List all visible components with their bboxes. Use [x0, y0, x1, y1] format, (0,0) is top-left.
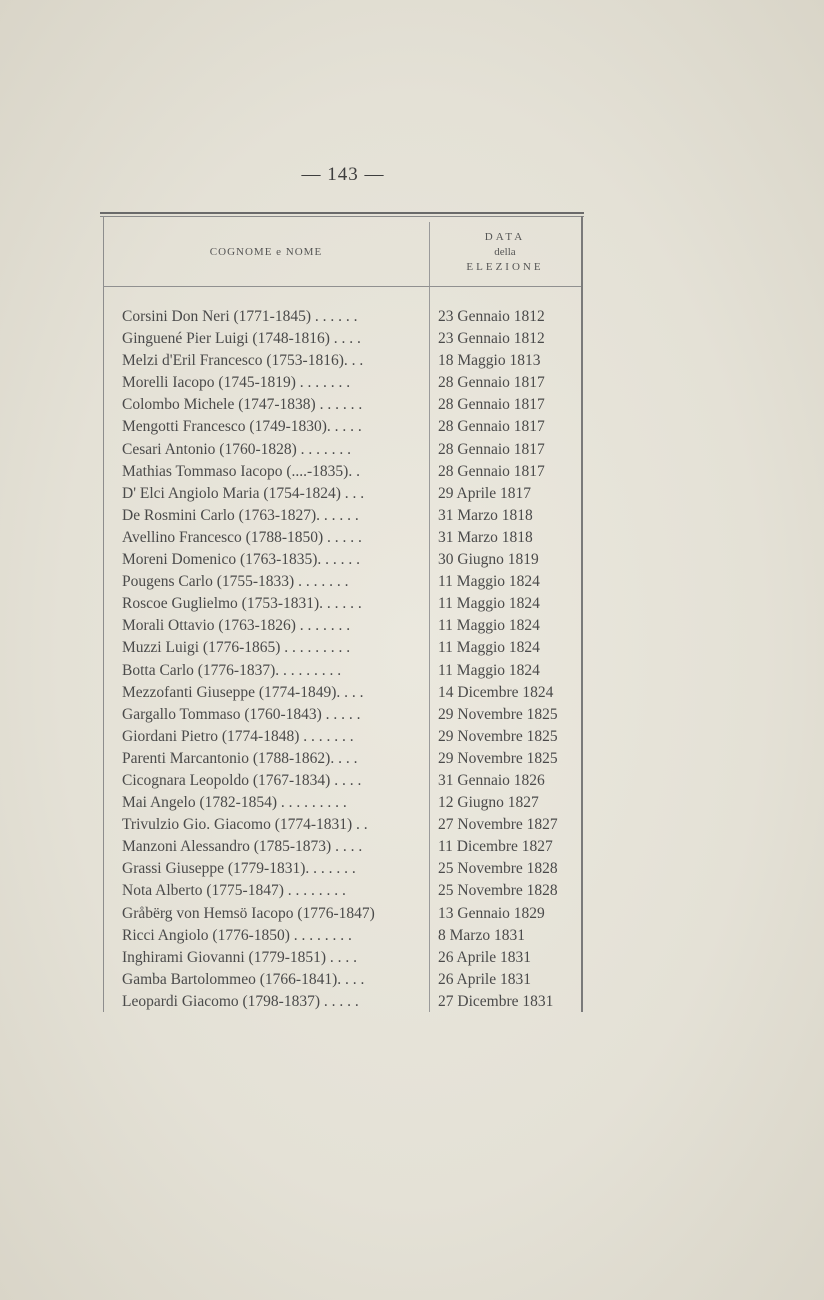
- election-date: 26 Aprile 1831: [438, 970, 531, 988]
- table-top-rule: [100, 212, 584, 214]
- table-body: [100, 308, 584, 1015]
- election-date: 28 Gennaio 1817: [438, 396, 545, 414]
- table-row: [100, 529, 584, 551]
- election-date: 23 Gennaio 1812: [438, 330, 545, 348]
- member-name: Moreni Domenico (1763-1835). . . . . .: [122, 551, 361, 569]
- table-row: [100, 330, 584, 352]
- election-date: 8 Marzo 1831: [438, 926, 525, 944]
- election-date: 28 Gennaio 1817: [438, 440, 545, 458]
- member-name: Morelli Iacopo (1745-1819) . . . . . . .: [122, 374, 351, 392]
- table-row: [100, 573, 584, 595]
- member-name: Ricci Angiolo (1776-1850) . . . . . . . .: [122, 926, 352, 944]
- table-row: [100, 728, 584, 750]
- election-date: 11 Maggio 1824: [438, 595, 540, 613]
- election-date: 11 Maggio 1824: [438, 617, 540, 635]
- election-date: 29 Novembre 1825: [438, 749, 558, 767]
- member-name: Gargallo Tommaso (1760-1843) . . . . .: [122, 705, 361, 723]
- member-name: Muzzi Luigi (1776-1865) . . . . . . . . .: [122, 639, 351, 657]
- election-date: 29 Aprile 1817: [438, 484, 531, 502]
- member-name: Roscoe Guglielmo (1753-1831). . . . . .: [122, 595, 362, 613]
- election-date: 23 Gennaio 1812: [438, 308, 545, 325]
- election-date: 27 Novembre 1827: [438, 816, 558, 834]
- table-row: [100, 706, 584, 728]
- table-row: [100, 396, 584, 418]
- election-date: 11 Maggio 1824: [438, 639, 540, 657]
- table-row: [100, 905, 584, 927]
- election-date: 12 Giugno 1827: [438, 794, 539, 812]
- table-row: [100, 860, 584, 882]
- table-row: [100, 794, 584, 816]
- election-date: 27 Dicembre 1831: [438, 992, 554, 1010]
- table-row: [100, 463, 584, 485]
- table-row: [100, 418, 584, 440]
- member-name: Gamba Bartolommeo (1766-1841). . . .: [122, 970, 365, 988]
- member-name: Nota Alberto (1775-1847) . . . . . . . .: [122, 882, 346, 900]
- table-row: [100, 485, 584, 507]
- election-date: 14 Dicembre 1824: [438, 683, 554, 701]
- member-name: Cicognara Leopoldo (1767-1834) . . . .: [122, 771, 362, 789]
- election-date: 11 Dicembre 1827: [438, 838, 553, 856]
- members-table: [100, 212, 584, 1018]
- table-row: [100, 684, 584, 706]
- table-row: [100, 838, 584, 860]
- election-date: 30 Giugno 1819: [438, 551, 539, 569]
- member-name: Giordani Pietro (1774-1848) . . . . . . .: [122, 727, 354, 745]
- table-row: [100, 551, 584, 573]
- table-row: [100, 772, 584, 794]
- member-name: Inghirami Giovanni (1779-1851) . . . .: [122, 948, 358, 966]
- table-row: [100, 595, 584, 617]
- election-date: 29 Novembre 1825: [438, 705, 558, 723]
- member-name: Gråbërg von Hemsö Iacopo (1776-1847): [122, 904, 375, 922]
- member-name: Grassi Giuseppe (1779-1831). . . . . . .: [122, 860, 356, 878]
- column-header-date-line2: della: [494, 246, 516, 258]
- election-date: 29 Novembre 1825: [438, 727, 558, 745]
- election-date: 26 Aprile 1831: [438, 948, 531, 966]
- election-date: 28 Gennaio 1817: [438, 462, 545, 480]
- table-row: [100, 639, 584, 661]
- election-date: 28 Gennaio 1817: [438, 374, 545, 392]
- member-name: Parenti Marcantonio (1788-1862). . . .: [122, 749, 358, 767]
- election-date: 11 Maggio 1824: [438, 573, 540, 591]
- election-date: 31 Gennaio 1826: [438, 771, 545, 789]
- table-row: [100, 308, 584, 330]
- member-name: Mai Angelo (1782-1854) . . . . . . . . .: [122, 794, 347, 812]
- table-row: [100, 750, 584, 772]
- election-date: 18 Maggio 1813: [438, 352, 541, 370]
- election-date: 31 Marzo 1818: [438, 506, 533, 524]
- column-header-date-line3: ELEZIONE: [466, 261, 544, 273]
- table-row: [100, 441, 584, 463]
- table-row: [100, 374, 584, 396]
- member-name: Corsini Don Neri (1771-1845) . . . . . .: [122, 308, 358, 325]
- member-name: Morali Ottavio (1763-1826) . . . . . . .: [122, 617, 351, 635]
- member-name: Mengotti Francesco (1749-1830). . . . .: [122, 418, 362, 436]
- member-name: Botta Carlo (1776-1837). . . . . . . . .: [122, 661, 342, 679]
- member-name: Ginguené Pier Luigi (1748-1816) . . . .: [122, 330, 361, 348]
- table-row: [100, 993, 584, 1015]
- election-date: 13 Gennaio 1829: [438, 904, 545, 922]
- table-header-rule: [103, 286, 581, 287]
- member-name: Mathias Tommaso Iacopo (....-1835). .: [122, 462, 360, 480]
- election-date: 25 Novembre 1828: [438, 882, 558, 900]
- table-row: [100, 507, 584, 529]
- page-number: — 143 —: [301, 164, 385, 185]
- member-name: Mezzofanti Giuseppe (1774-1849). . . .: [122, 683, 364, 701]
- member-name: D' Elci Angiolo Maria (1754-1824) . . .: [122, 484, 365, 502]
- member-name: Cesari Antonio (1760-1828) . . . . . . .: [122, 440, 352, 458]
- table-row: [100, 352, 584, 374]
- member-name: Colombo Michele (1747-1838) . . . . . .: [122, 396, 363, 414]
- member-name: Melzi d'Eril Francesco (1753-1816). . .: [122, 352, 364, 370]
- election-date: 11 Maggio 1824: [438, 661, 540, 679]
- table-row: [100, 882, 584, 904]
- table-row: [100, 617, 584, 639]
- member-name: De Rosmini Carlo (1763-1827). . . . . .: [122, 506, 359, 524]
- table-row: [100, 662, 584, 684]
- column-header-date: [430, 230, 580, 275]
- member-name: Pougens Carlo (1755-1833) . . . . . . .: [122, 573, 349, 591]
- election-date: 31 Marzo 1818: [438, 528, 533, 546]
- table-row: [100, 927, 584, 949]
- election-date: 28 Gennaio 1817: [438, 418, 545, 436]
- column-header-name: COGNOME e NOME: [209, 246, 323, 258]
- member-name: Leopardi Giacomo (1798-1837) . . . . .: [122, 992, 359, 1010]
- table-top-rule-thin: [100, 216, 584, 217]
- table-row: [100, 971, 584, 993]
- table-row: [100, 816, 584, 838]
- column-header-date-line1: DATA: [484, 231, 526, 243]
- member-name: Manzoni Alessandro (1785-1873) . . . .: [122, 838, 363, 856]
- election-date: 25 Novembre 1828: [438, 860, 558, 878]
- table-row: [100, 949, 584, 971]
- member-name: Trivulzio Gio. Giacomo (1774-1831) . .: [122, 816, 368, 834]
- member-name: Avellino Francesco (1788-1850) . . . . .: [122, 528, 362, 546]
